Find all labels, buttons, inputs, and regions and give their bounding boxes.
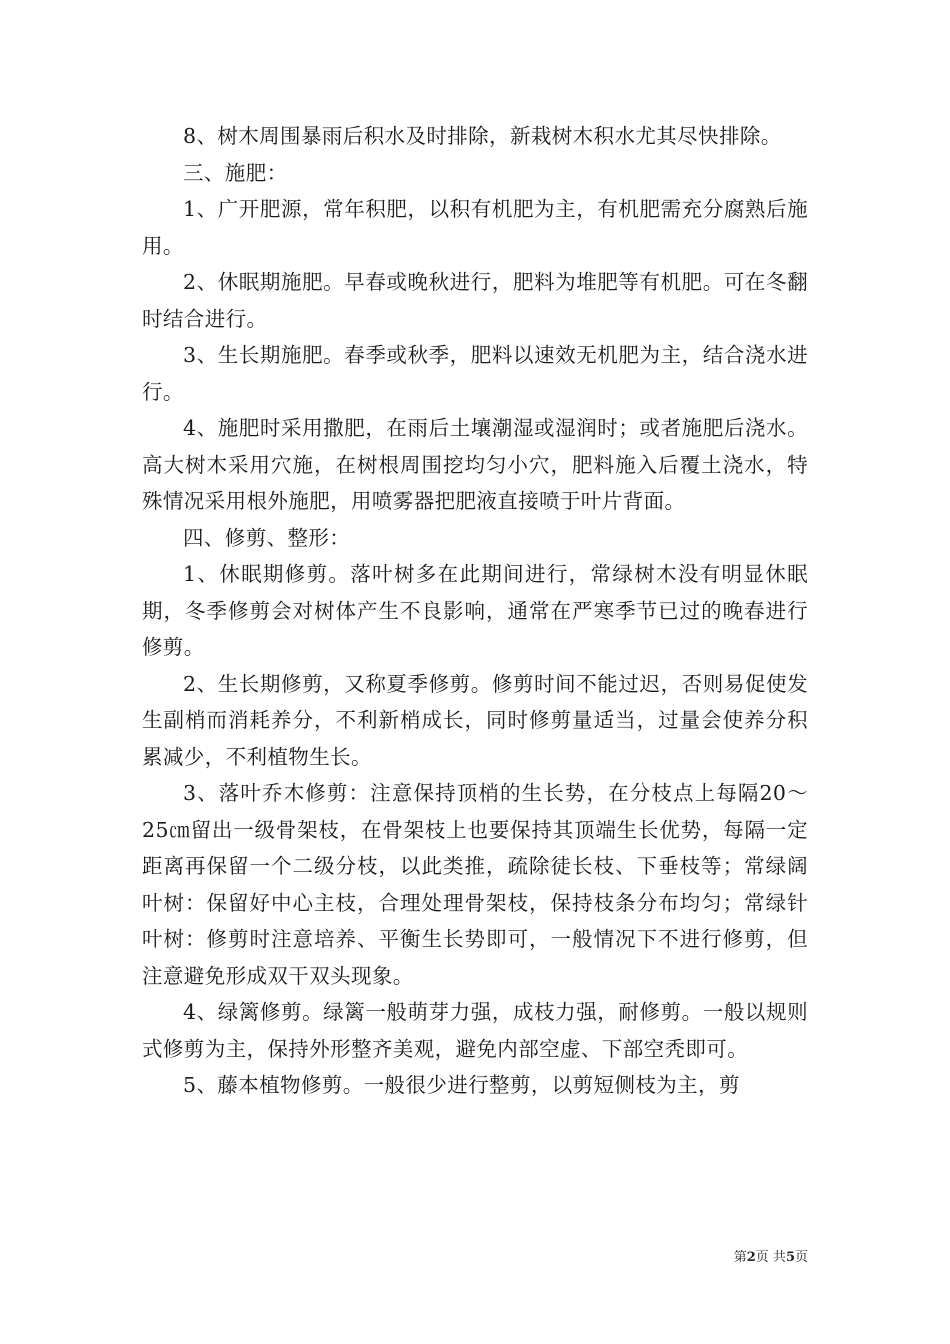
paragraph-dormant-pruning: 1、休眠期修剪。落叶树多在此期间进行，常绿树木没有明显休眠期，冬季修剪会对树体产生不良影响，通常在严寒季节已过的晚春进行修剪。 bbox=[142, 562, 808, 659]
paragraph-hedge-pruning: 4、绿篱修剪。绿篱一般萌芽力强，成枝力强，耐修剪。一般以规则式修剪为主，保持外形整齐美观，避免内部空虚、下部空秃即可。 bbox=[142, 1000, 808, 1061]
paragraph-item-8-drainage: 8、树木周围暴雨后积水及时排除，新栽树木积水尤其尽快排除。 bbox=[183, 124, 782, 148]
section-heading-fertilizing: 三、施肥： bbox=[183, 160, 288, 185]
section-heading-pruning: 四、修剪、整形： bbox=[183, 525, 351, 550]
paragraph-tree-pruning: 3、落叶乔木修剪：注意保持顶梢的生长势，在分枝点上每隔20～25㎝留出一级骨架枝，在骨架枝上也要保持其顶端生长优势，每隔一定距离再保留一个二级分枝，以此类推，疏除徒长枝、下垂枝等；常绿阔叶树：保留好中心主枝，合理处理骨架枝，保持枝条分布均匀；常绿针叶树：修剪时注意培养、平衡生长势即可，一般情况下不进行修剪，但注意避免形成双干双头现象。 bbox=[142, 781, 808, 988]
footer-suffix: 页 bbox=[794, 1250, 808, 1265]
paragraph-summer-pruning: 2、生长期修剪，又称夏季修剪。修剪时间不能过迟，否则易促使发生副梢而消耗养分，不利新梢成长，同时修剪量适当，过量会使养分积累减少，不利植物生长。 bbox=[142, 671, 808, 769]
paragraph-fertilizing-methods: 4、施肥时采用撒肥，在雨后土壤潮湿或湿润时；或者施肥后浇水。高大树木采用穴施，在树根周围挖均匀小穴，肥料施入后覆土浇水，特殊情况采用根外施肥，用喷雾器把肥液直接喷于叶片背面。 bbox=[142, 416, 808, 513]
paragraph-dormant-fertilizing: 2、休眠期施肥。早春或晚秋进行，肥料为堆肥等有机肥。可在冬翻时结合进行。 bbox=[142, 270, 808, 331]
footer-middle: 页 共 bbox=[755, 1250, 786, 1265]
total-page-number: 5 bbox=[785, 1250, 795, 1265]
paragraph-growth-fertilizing: 3、生长期施肥。春季或秋季，肥料以速效无机肥为主，结合浇水进行。 bbox=[142, 343, 808, 404]
footer-prefix: 第 bbox=[733, 1250, 747, 1265]
paragraph-vine-pruning: 5、藤本植物修剪。一般很少进行整剪，以剪短侧枝为主，剪 bbox=[183, 1073, 740, 1097]
document-body bbox=[142, 118, 808, 1104]
paragraph-fertilizer-sources: 1、广开肥源，常年积肥，以积有机肥为主，有机肥需充分腐熟后施用。 bbox=[142, 197, 808, 258]
current-page-number: 2 bbox=[746, 1250, 756, 1265]
page-footer bbox=[0, 1246, 808, 1265]
